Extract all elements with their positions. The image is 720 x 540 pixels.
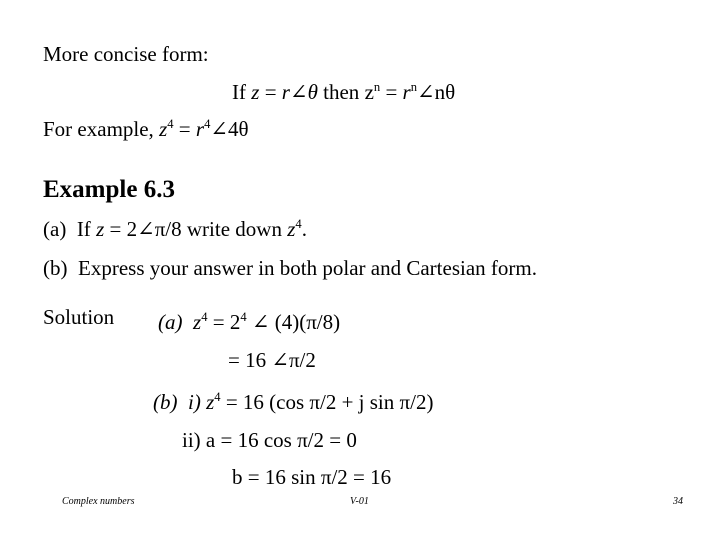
solution-b-line3: b = 16 sin π/2 = 16: [232, 465, 392, 489]
example-line: For example, $z^4$ = $r^4\angle 4\theta$: [43, 117, 249, 141]
solution-label: Solution: [43, 305, 115, 329]
solution-a-line1: (a) $z^4 = 2^4$ ∠ (4)(π/8): [158, 310, 341, 334]
solution-b-line1: (b) i) $z^4 = 16$ (cos π/2 + j sin π/2): [153, 390, 434, 414]
footer-center: V-01: [350, 496, 369, 507]
solution-b-line2: ii) a = 16 cos π/2 = 0: [182, 428, 357, 452]
intro-label: More concise form:: [43, 42, 209, 66]
solution-a-line2: = 16 ∠π/2: [228, 348, 316, 372]
footer-left: Complex numbers: [62, 496, 135, 507]
part-a-question: (a) If z = 2∠π/8 write down $z^4$.: [43, 217, 307, 241]
footer-page-number: 34: [673, 496, 683, 507]
example-heading: Example 6.3: [43, 176, 175, 203]
part-b-question: (b) Express your answer in both polar and Cartesian form.: [43, 256, 537, 280]
polar-power-formula: If z = r∠θ then $z^n$ = $r^n\angle n\theta$: [232, 80, 456, 104]
